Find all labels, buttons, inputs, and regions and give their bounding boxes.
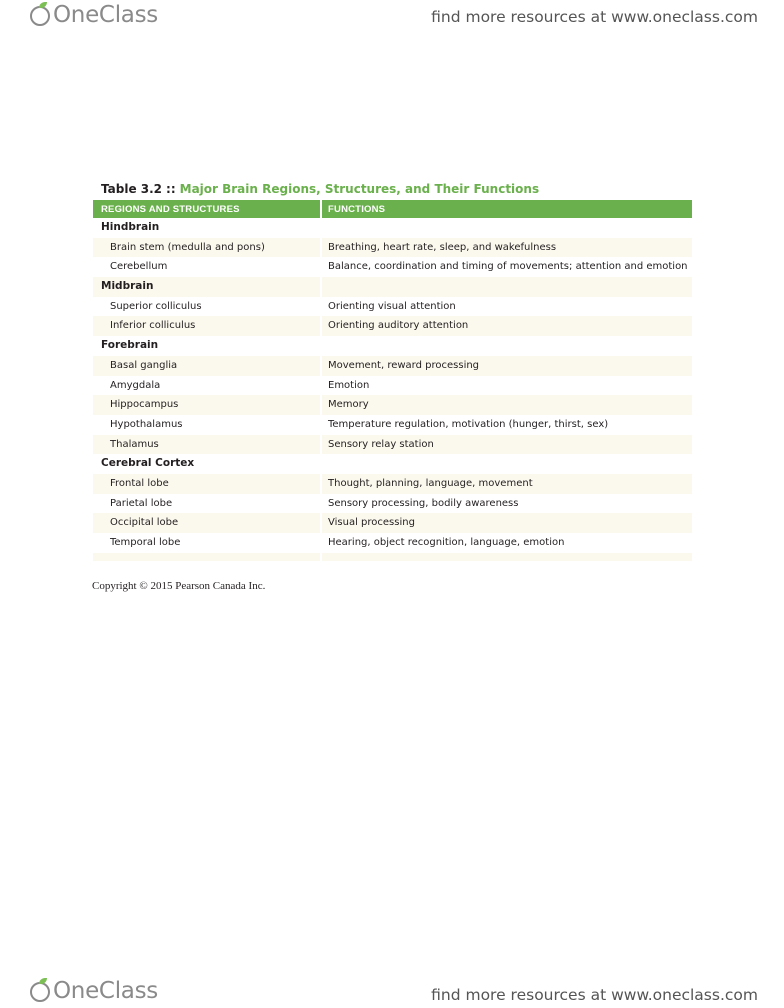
oneclass-logo[interactable] bbox=[30, 2, 158, 28]
promo-link[interactable]: find more resources at www.oneclass.com bbox=[431, 8, 758, 26]
function-text: Breathing, heart rate, sleep, and wakefulness bbox=[322, 238, 692, 258]
structure-name: Frontal lobe bbox=[93, 474, 322, 494]
function-text: Hearing, object recognition, language, emotion bbox=[322, 533, 692, 553]
column-header-structures: REGIONS AND STRUCTURES bbox=[93, 200, 322, 218]
region-name: Forebrain bbox=[93, 336, 322, 356]
table-row bbox=[93, 376, 692, 396]
structure-name: Brain stem (medulla and pons) bbox=[93, 238, 322, 258]
structure-name: Amygdala bbox=[93, 376, 322, 396]
structure-name: Hippocampus bbox=[93, 395, 322, 415]
table-row bbox=[93, 435, 692, 455]
table-body bbox=[93, 218, 692, 561]
table-separator: :: bbox=[166, 182, 176, 196]
brain-regions-table bbox=[93, 200, 692, 561]
oneclass-logo-icon bbox=[30, 2, 54, 28]
structure-name: Cerebellum bbox=[93, 257, 322, 277]
function-text: Temperature regulation, motivation (hunger, thirst, sex) bbox=[322, 415, 692, 435]
structure-name: Hypothalamus bbox=[93, 415, 322, 435]
structure-name: Basal ganglia bbox=[93, 356, 322, 376]
structure-name: Temporal lobe bbox=[93, 533, 322, 553]
function-text bbox=[322, 277, 692, 297]
page-footer bbox=[0, 976, 784, 1008]
copyright-notice: Copyright © 2015 Pearson Canada Inc. bbox=[92, 580, 266, 592]
table-row bbox=[93, 474, 692, 494]
logo-text: OneClass bbox=[53, 2, 158, 28]
table-row bbox=[93, 297, 692, 317]
structure-name: Thalamus bbox=[93, 435, 322, 455]
oneclass-logo-icon bbox=[30, 978, 54, 1004]
function-text: Thought, planning, language, movement bbox=[322, 474, 692, 494]
page-header bbox=[0, 0, 784, 40]
oneclass-logo-footer[interactable] bbox=[30, 978, 158, 1004]
section-row bbox=[93, 336, 692, 356]
function-text: Orienting visual attention bbox=[322, 297, 692, 317]
structure-name: Parietal lobe bbox=[93, 494, 322, 514]
table-number: Table 3.2 bbox=[101, 182, 163, 196]
table-header-row bbox=[93, 200, 692, 218]
column-header-functions: FUNCTIONS bbox=[328, 204, 386, 215]
section-row bbox=[93, 454, 692, 474]
table-row bbox=[93, 238, 692, 258]
table-row bbox=[93, 395, 692, 415]
section-row bbox=[93, 277, 692, 297]
region-name: Hindbrain bbox=[93, 218, 322, 238]
function-text: Balance, coordination and timing of movements; attention and emotion bbox=[322, 257, 692, 277]
table-row bbox=[93, 257, 692, 277]
structure-name: Superior colliculus bbox=[93, 297, 322, 317]
function-text: Sensory relay station bbox=[322, 435, 692, 455]
region-name: Midbrain bbox=[93, 277, 322, 297]
structure-name: Occipital lobe bbox=[93, 513, 322, 533]
table-row bbox=[93, 415, 692, 435]
table-row bbox=[93, 316, 692, 336]
section-row bbox=[93, 218, 692, 238]
table-row bbox=[93, 533, 692, 553]
function-text bbox=[322, 454, 692, 474]
function-text: Orienting auditory attention bbox=[322, 316, 692, 336]
function-text: Visual processing bbox=[322, 513, 692, 533]
table-row bbox=[93, 356, 692, 376]
table-row bbox=[93, 494, 692, 514]
function-text: Emotion bbox=[322, 376, 692, 396]
region-name: Cerebral Cortex bbox=[93, 454, 322, 474]
promo-link-footer[interactable]: find more resources at www.oneclass.com bbox=[431, 986, 758, 1004]
table-row bbox=[93, 513, 692, 533]
function-text: Memory bbox=[322, 395, 692, 415]
table-caption bbox=[101, 182, 539, 196]
function-text: Movement, reward processing bbox=[322, 356, 692, 376]
function-text: Sensory processing, bodily awareness bbox=[322, 494, 692, 514]
table-end-row bbox=[93, 553, 692, 561]
table-title: Major Brain Regions, Structures, and Their Functions bbox=[179, 182, 540, 196]
function-text bbox=[322, 336, 692, 356]
structure-name: Inferior colliculus bbox=[93, 316, 322, 336]
function-text bbox=[322, 218, 692, 238]
logo-text: OneClass bbox=[53, 978, 158, 1004]
